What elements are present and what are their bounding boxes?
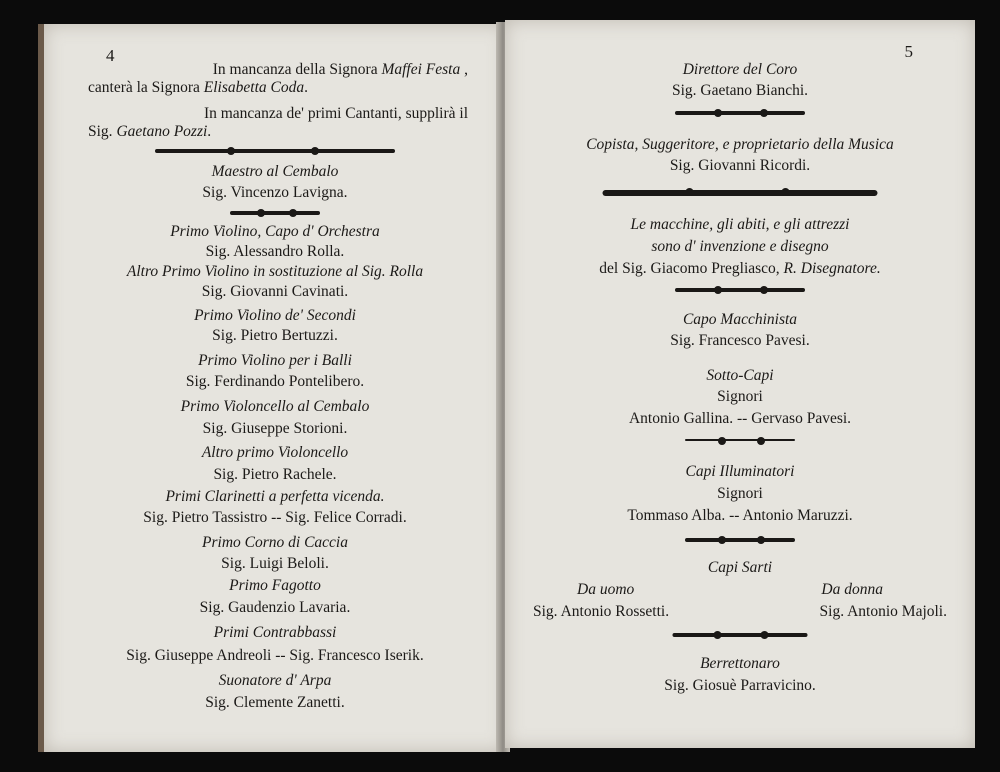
name: Sig. Francesco Pavesi. — [670, 332, 810, 349]
role: Primo Corno di Caccia — [202, 534, 348, 551]
role: Altro Primo Violino in sostituzione al Sig. Rolla — [126, 263, 424, 280]
role: Maestro al Cembalo — [211, 163, 339, 180]
name: Sig. Gaetano Bianchi. — [671, 82, 809, 99]
role: Primo Violoncello al Cembalo — [180, 398, 370, 415]
macchine-line: Le macchine, gli abiti, e gli attrezzi — [630, 216, 850, 233]
role: Direttore del Coro — [682, 61, 798, 78]
intro-line: In mancanza della Signora Maffei Festa , — [212, 61, 468, 78]
name: Sig. Pietro Bertuzzi. — [212, 327, 338, 344]
name: Antonio Gallina. -- Gervaso Pavesi. — [628, 410, 852, 427]
sarti-labels: Da uomo Da donna — [577, 581, 883, 598]
role: Capi Sarti — [707, 559, 773, 576]
name: Sig. Luigi Beloli. — [221, 555, 329, 572]
role: Primo Violino de' Secondi — [194, 307, 356, 324]
name: Sig. Giovanni Cavinati. — [201, 283, 349, 300]
ornament-divider — [675, 111, 805, 115]
name: Tommaso Alba. -- Antonio Maruzzi. — [627, 507, 853, 524]
name: Sig. Clemente Zanetti. — [205, 694, 345, 711]
left-page — [38, 24, 506, 752]
ornament-divider — [230, 211, 320, 215]
role: Suonatore d' Arpa — [218, 672, 332, 689]
role: Sotto-Capi — [706, 367, 774, 384]
name: Sig. Ferdinando Pontelibero. — [185, 373, 365, 390]
name: Sig. Vincenzo Lavigna. — [202, 184, 348, 201]
name: Sig. Giuseppe Storioni. — [202, 420, 348, 437]
ornament-divider — [685, 439, 795, 441]
name: Sig. Pietro Rachele. — [213, 466, 337, 483]
ornament-divider — [155, 149, 395, 153]
ornament-divider — [675, 288, 805, 292]
role: Copista, Suggeritore, e proprietario della Musica — [586, 136, 894, 153]
macchine-line: del Sig. Giacomo Pregliasco, R. Disegnatore. — [599, 260, 881, 277]
sarti-names: Sig. Antonio Rossetti. Sig. Antonio Majoli. — [533, 603, 947, 620]
intro-line: canterà la Signora Elisabetta Coda. — [88, 79, 308, 96]
intro-line: In mancanza de' primi Cantanti, supplirà il — [203, 105, 468, 122]
intro-line: Sig. Gaetano Pozzi. — [88, 123, 212, 140]
ornament-divider — [685, 538, 795, 542]
subheading: Signori — [717, 388, 763, 405]
name: Sig. Gaudenzio Lavaria. — [199, 599, 351, 616]
subheading: Signori — [717, 485, 763, 502]
role: Primo Violino, Capo d' Orchestra — [170, 223, 380, 240]
role: Berrettonaro — [700, 655, 780, 672]
name: Sig. Giosuè Parravicino. — [664, 677, 816, 694]
role: Primi Contrabbassi — [213, 624, 337, 641]
role: Capi Illuminatori — [685, 463, 795, 480]
name: Sig. Pietro Tassistro -- Sig. Felice Corradi. — [143, 509, 407, 526]
role: Primi Clarinetti a perfetta vicenda. — [165, 488, 385, 505]
name: Sig. Giuseppe Andreoli -- Sig. Francesco Iserik. — [126, 647, 424, 664]
role: Altro primo Violoncello — [201, 444, 349, 461]
role: Capo Macchinista — [682, 311, 798, 328]
page-number: 4 — [106, 46, 115, 65]
macchine-line: sono d' invenzione e disegno — [651, 238, 829, 255]
ornament-divider — [673, 633, 808, 637]
right-page — [505, 20, 975, 748]
role: Primo Fagotto — [229, 577, 321, 594]
name: Sig. Giovanni Ricordi. — [669, 157, 811, 174]
name: Sig. Alessandro Rolla. — [205, 243, 345, 260]
role: Primo Violino per i Balli — [198, 352, 352, 369]
page-number: 5 — [904, 42, 913, 61]
ornament-divider — [603, 190, 878, 196]
